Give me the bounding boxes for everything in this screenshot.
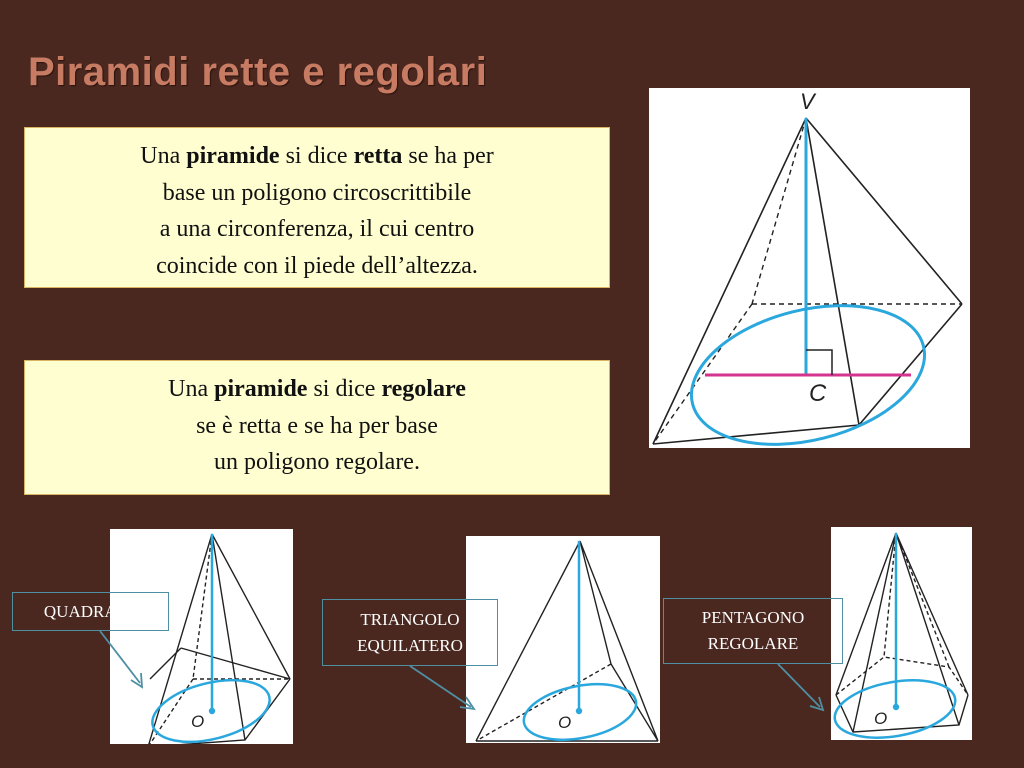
center-label: O	[191, 712, 205, 731]
keyword-retta: retta	[353, 143, 403, 169]
square-pyramid-diagram	[110, 529, 293, 744]
definition-line	[25, 371, 609, 408]
center-label: O	[558, 713, 572, 732]
center-point	[576, 708, 582, 714]
arrow-line	[778, 664, 820, 707]
label-triangolo-equilatero	[322, 599, 498, 666]
definition-line	[25, 138, 609, 175]
text-span: Una	[168, 376, 215, 402]
right-pyramid-figure	[649, 88, 970, 448]
center-point	[209, 708, 215, 714]
label-line: REGOLARE	[707, 634, 799, 653]
center-label: C	[809, 380, 827, 407]
label-line: EQUILATERO	[357, 635, 463, 655]
arrow-line	[410, 666, 471, 707]
center-point	[893, 704, 899, 710]
text-span: si dice	[279, 143, 354, 169]
right-pyramid-diagram	[649, 88, 970, 448]
keyword-piramide: piramide	[186, 143, 280, 169]
pentagon-pyramid-diagram	[831, 527, 972, 740]
center-label: O	[874, 709, 888, 728]
text-span: si dice	[307, 376, 382, 402]
page-title: Piramidi rette e regolari	[28, 50, 488, 94]
edge-line	[653, 118, 806, 444]
edge-line	[181, 648, 290, 679]
text-span: se ha per	[402, 143, 494, 169]
edge-line	[476, 541, 658, 741]
edge-line	[148, 534, 290, 744]
text-span: Una	[140, 143, 187, 169]
edge-line	[806, 118, 859, 425]
definition-line: un poligono regolare.	[214, 449, 420, 475]
definition-line: a una circonferenza, il cui centro	[159, 216, 475, 242]
edge-line	[836, 533, 968, 732]
edge-line	[806, 118, 962, 304]
pentagon-pyramid-figure	[831, 527, 972, 740]
edge-line	[150, 648, 181, 679]
hidden-edge-line	[193, 534, 212, 679]
label-quadrato	[12, 592, 169, 631]
definition-regolare-box	[24, 360, 610, 495]
arrow-head	[810, 697, 823, 710]
definition-line: se è retta e se ha per base	[196, 412, 438, 439]
definition-line: coincide con il piede dell’altezza.	[156, 252, 478, 279]
hidden-edge-line	[836, 533, 968, 695]
right-angle-mark	[806, 350, 832, 375]
label-line: QUADRATO	[43, 601, 138, 621]
keyword-piramide: piramide	[214, 376, 308, 402]
vertex-label: V	[800, 89, 815, 114]
label-pentagono-regolare	[663, 598, 843, 664]
label-line: PENTAGONO	[701, 608, 805, 627]
keyword-regolare: regolare	[381, 376, 466, 402]
definition-line: base un poligono circoscrittibile	[162, 179, 472, 206]
square-pyramid-figure	[110, 529, 293, 744]
hidden-edge-line	[752, 118, 806, 304]
definition-retta-box	[24, 127, 610, 288]
label-line: TRIANGOLO	[360, 609, 460, 629]
